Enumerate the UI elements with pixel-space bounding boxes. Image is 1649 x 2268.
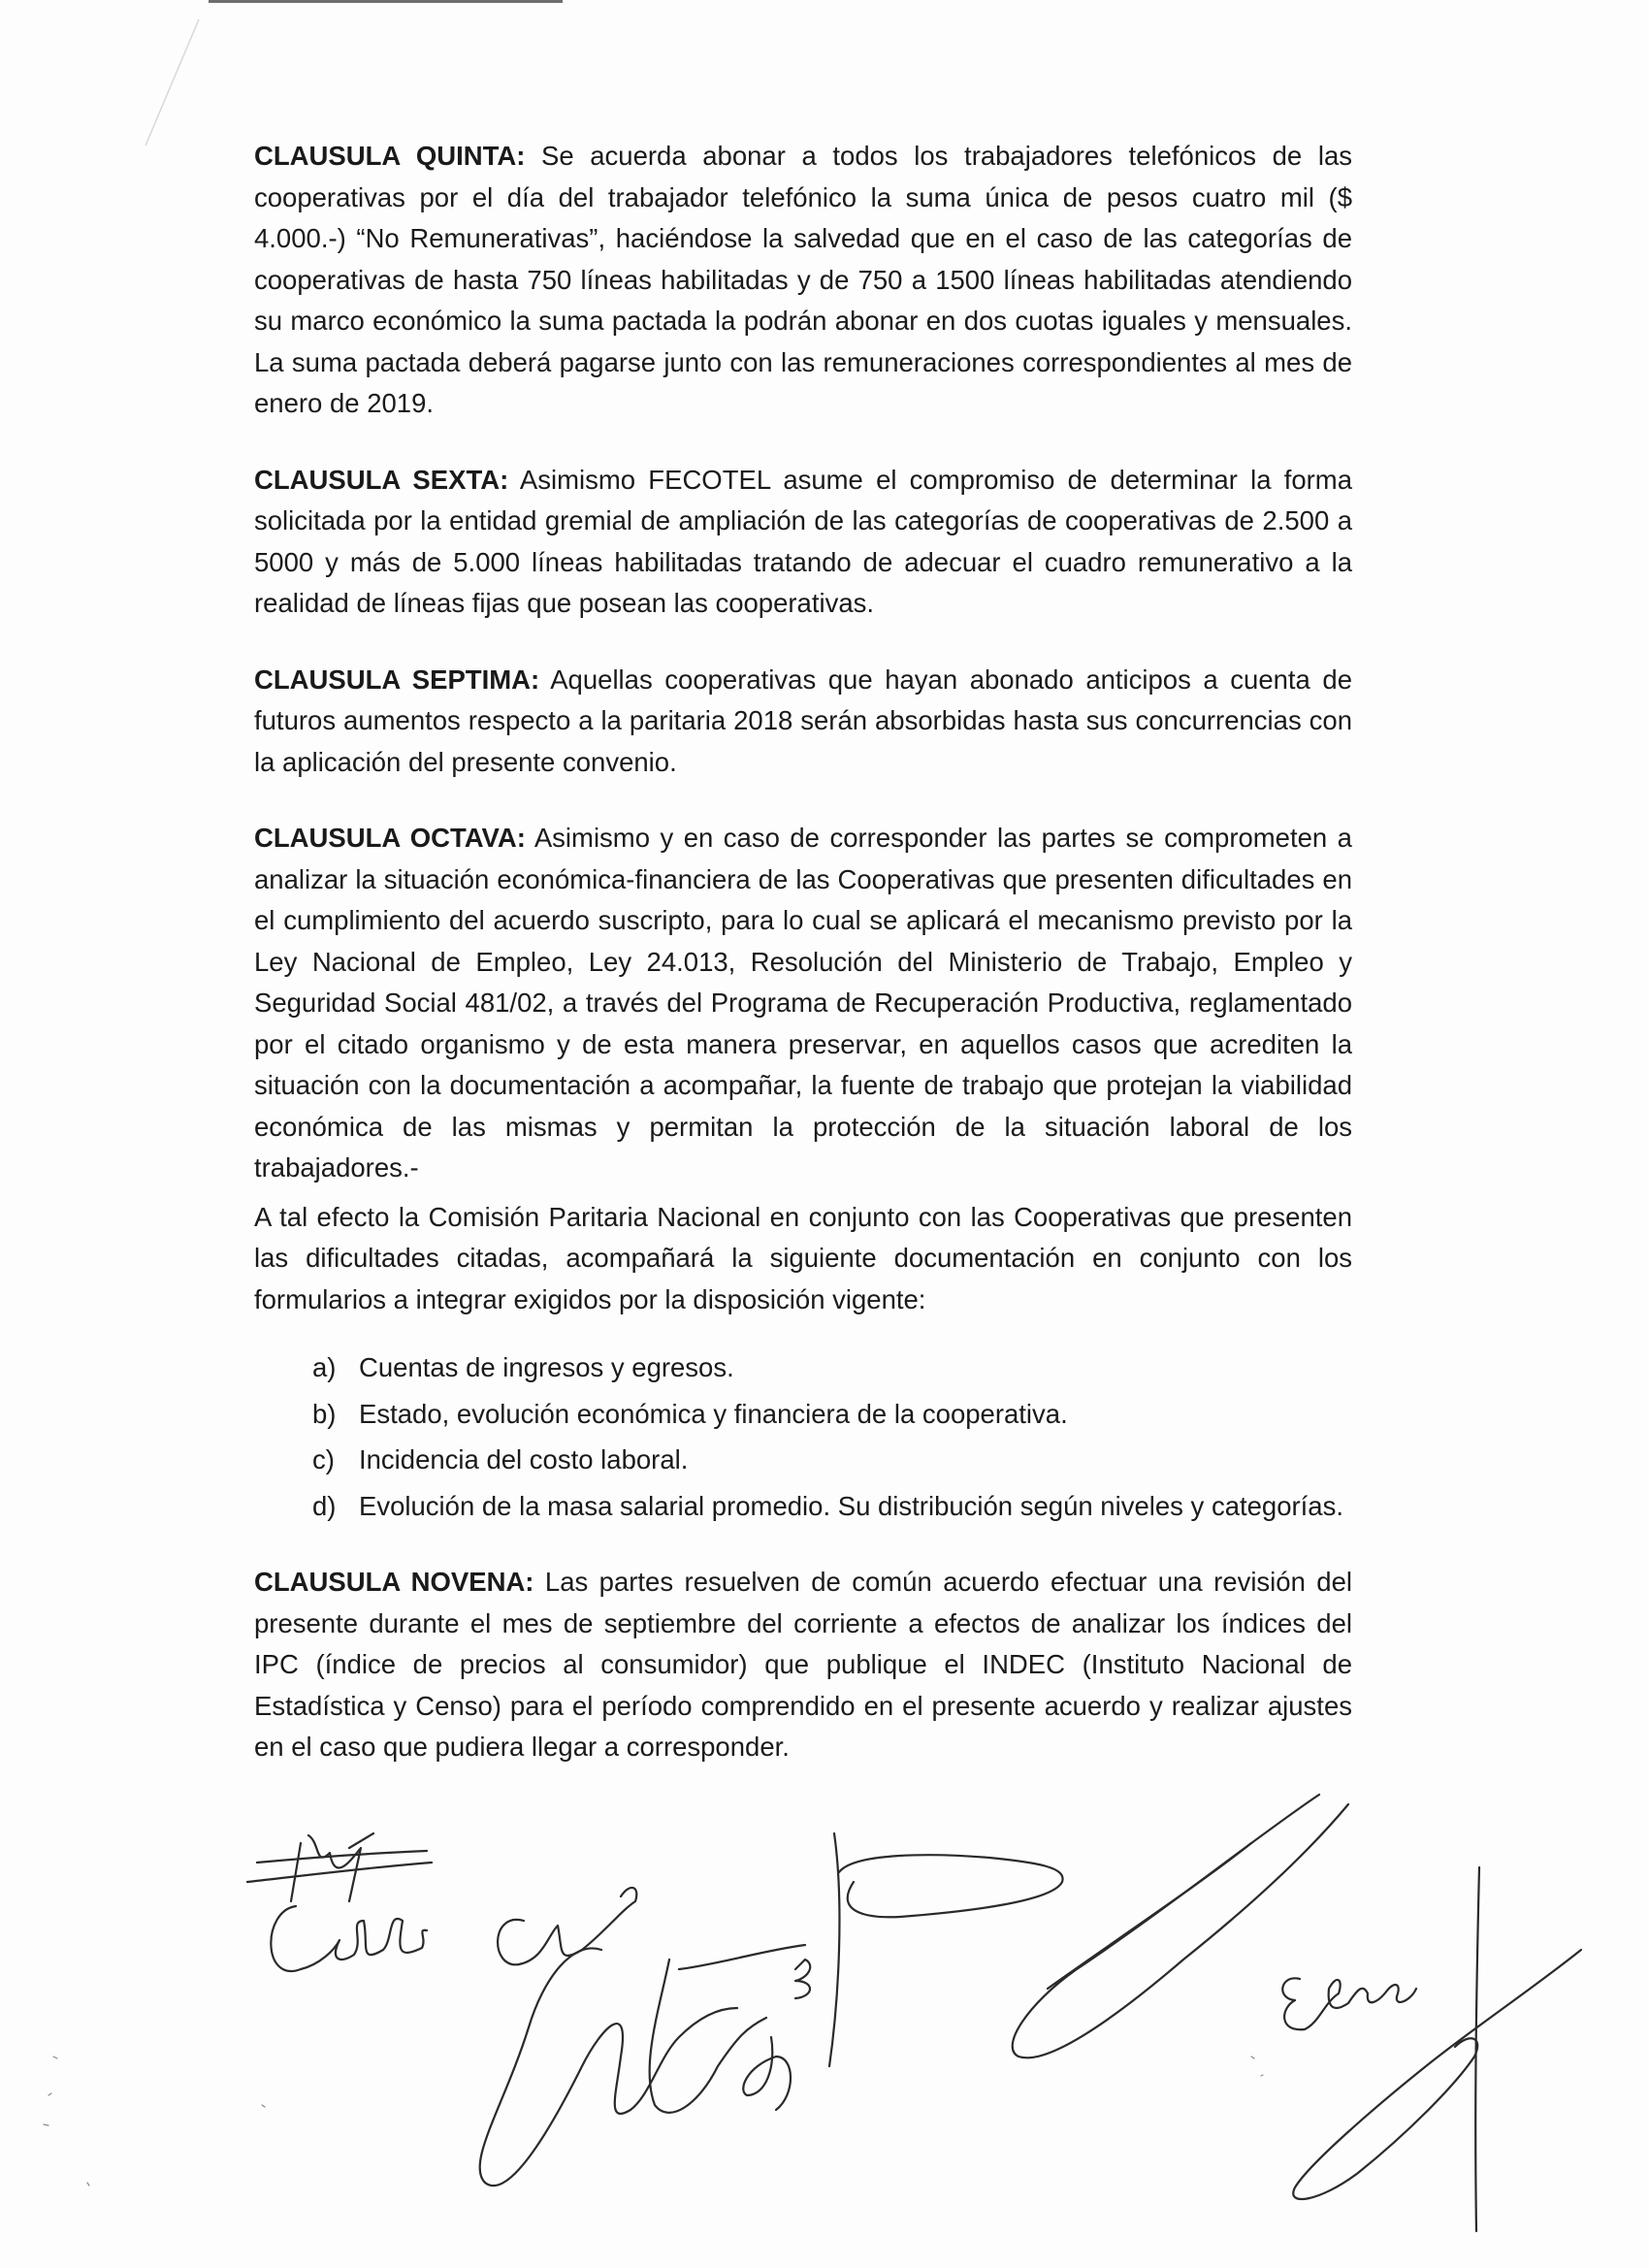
signature-1 (247, 1833, 432, 1971)
list-item (254, 1486, 1352, 1528)
signature-2 (498, 1888, 636, 1964)
clause-text: Aquellas cooperativas que hayan abonado anticipos a cuenta de futuros aumentos respecto a la paritaria 2018 serán absorbidas hasta sus concurrencias con la aplicación del presente convenio. (254, 664, 1352, 777)
clausula-novena (254, 1562, 1352, 1768)
list-letter: d) (312, 1490, 337, 1521)
scan-edge-line (209, 0, 563, 3)
list-text: Incidencia del costo laboral. (359, 1444, 689, 1474)
clausula-sexta (254, 460, 1352, 625)
list-item (254, 1347, 1352, 1389)
clause-heading: CLAUSULA OCTAVA: (254, 823, 526, 853)
signatures-drawing (0, 1775, 1649, 2260)
clause-text: Asimismo y en caso de corresponder las partes se comprometen a analizar la situación económica-financiera de las Cooperativas que presenten dificultades en el cumplimiento del acuerdo suscripto, para lo cual se aplicará el mecanismo previsto por la Ley Nacional de Empleo, Ley 24.013, Resolución del Ministerio de Trabajo, Empleo y Seguridad Social 481/02, a través del Programa de Recuperación Productiva, reglamentado por el citado organismo y de esta manera preservar, en aquellos casos que acrediten la situación con la documentación a acompañar, la fuente de trabajo que protejan la viabilidad económica de las mismas y permitan la protección de la situación laboral de los trabajadores.- (254, 823, 1352, 1183)
signature-4 (829, 1795, 1348, 2066)
signatures-area (0, 1775, 1649, 2260)
list-text: Cuentas de ingresos y egresos. (359, 1352, 734, 1382)
list-letter: c) (312, 1444, 335, 1474)
clause-text: Se acuerda abonar a todos los trabajadores telefónicos de las cooperativas por el día del trabajador telefónico la suma única de pesos cuatro mil ($ 4.000.-) “No Remunerativas”, haciéndose la salvedad que en el caso de las categorías de cooperativas de hasta 750 líneas habilitadas y de 750 a 1500 líneas habilitadas atendiendo su marco económico la suma pactada la podrán abonar en dos cuotas iguales y mensuales. La suma pactada deberá pagarse junto con las remuneraciones correspondientes al mes de enero de 2019. (254, 141, 1352, 418)
signature-5 (1282, 1867, 1581, 2231)
clause-heading: CLAUSULA QUINTA: (254, 141, 526, 171)
clausula-septima (254, 660, 1352, 784)
signature-3 (480, 1945, 811, 2186)
clausula-quinta (254, 136, 1352, 425)
documentation-list (254, 1347, 1352, 1527)
clause-heading: CLAUSULA NOVENA: (254, 1567, 534, 1597)
list-item (254, 1440, 1352, 1481)
clause-heading: CLAUSULA SEPTIMA: (254, 664, 540, 695)
clause-heading: CLAUSULA SEXTA: (254, 464, 509, 495)
scan-fold-line (0, 0, 252, 223)
octava-paragraph: A tal efecto la Comisión Paritaria Nacional en conjunto con las Cooperativas que presenten las dificultades citadas, acompañará la siguiente documentación en conjunto con los formularios a integrar exigidos por la disposición vigente: (254, 1201, 1352, 1314)
list-item (254, 1394, 1352, 1436)
list-text: Estado, evolución económica y financiera de la cooperativa. (359, 1398, 1068, 1429)
list-letter: a) (312, 1352, 337, 1382)
list-letter: b) (312, 1398, 337, 1429)
clausula-octava (254, 818, 1352, 1189)
document-body (254, 136, 1352, 1803)
list-text: Evolución de la masa salarial promedio. Su distribución según niveles y categorías. (359, 1490, 1343, 1521)
clause-text: Asimismo FECOTEL asume el compromiso de determinar la forma solicitada por la entidad gremial de ampliación de las categorías de cooperativas de 2.500 a 5000 y más de 5.000 líneas habilitadas tratando de adecuar el cuadro remunerativo a la realidad de líneas fijas que posean las cooperativas. (254, 464, 1352, 618)
clause-text: Las partes resuelven de común acuerdo efectuar una revisión del presente durante el mes de septiembre del corriente a efectos de analizar los índices del IPC (índice de precios al consumidor) que publique el INDEC (Instituto Nacional de Estadística y Censo) para el período comprendido en el presente acuerdo y realizar ajustes en el caso que pudiera llegar a corresponder. (254, 1567, 1353, 1762)
